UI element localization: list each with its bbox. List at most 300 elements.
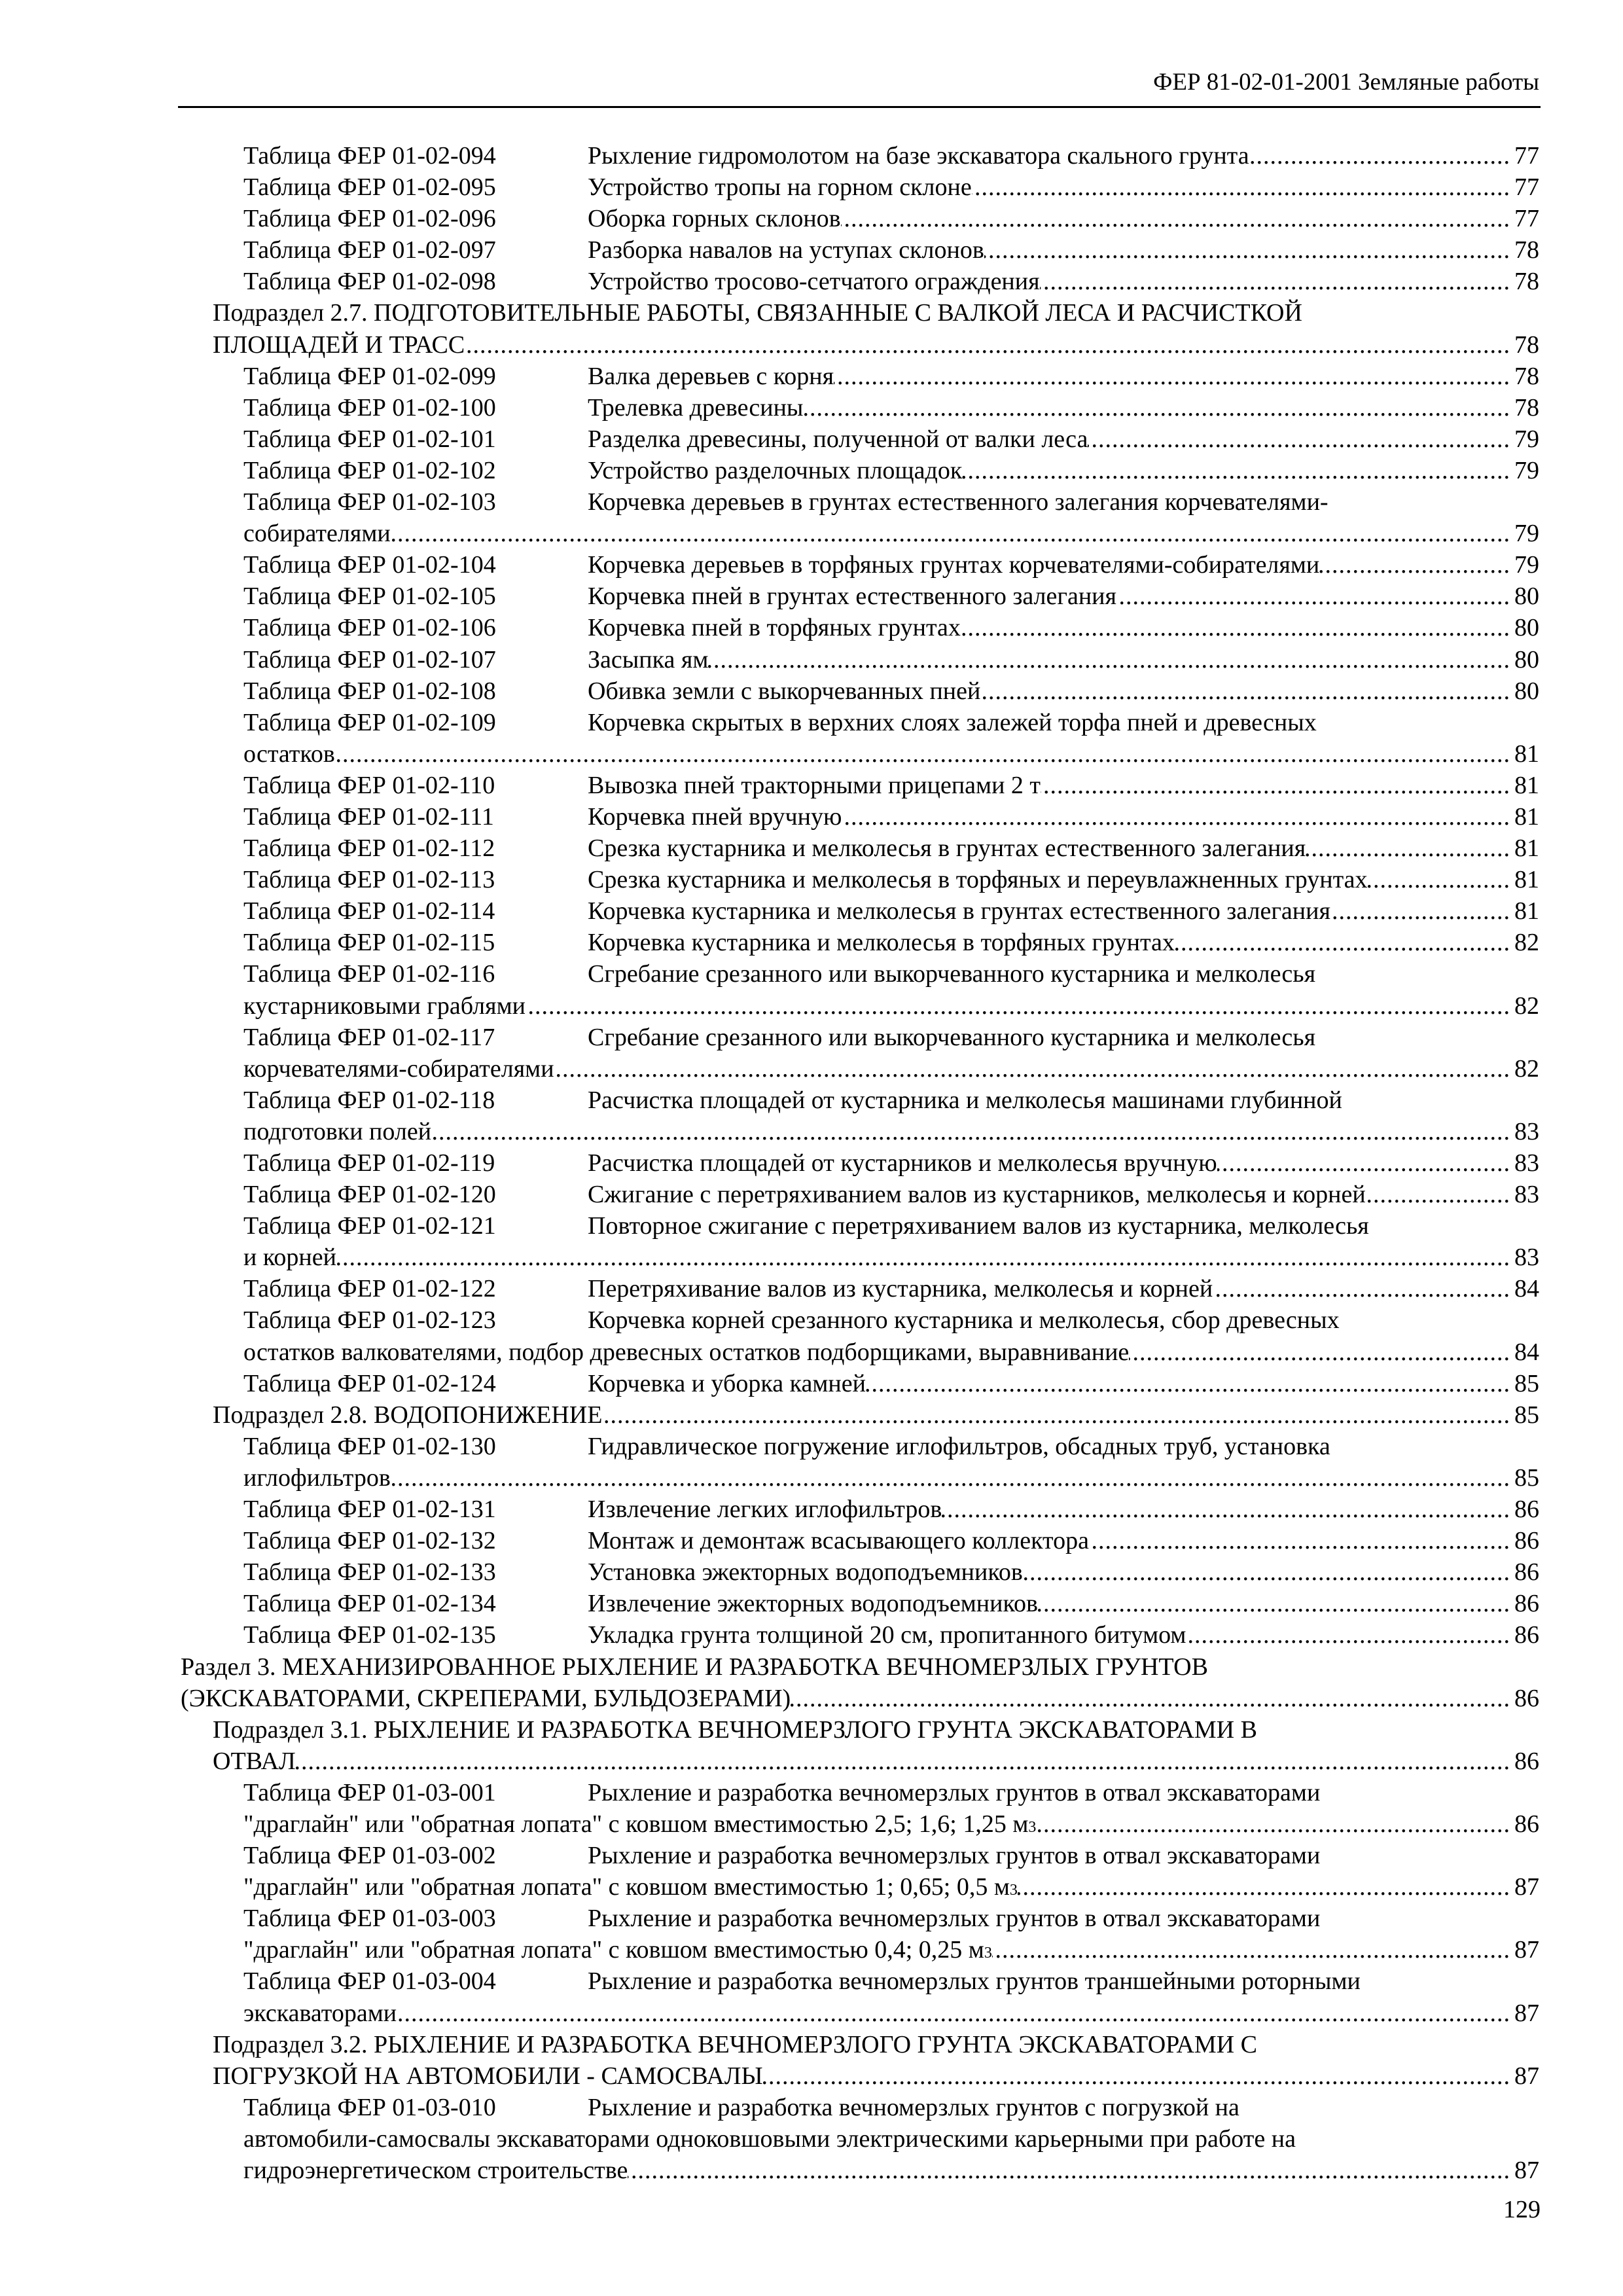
toc-leader bbox=[243, 990, 1539, 1022]
toc-line bbox=[0, 549, 1623, 581]
toc-text: ОТВАЛ bbox=[213, 1747, 296, 1775]
table-label: Таблица ФЕР 01-02-095 bbox=[243, 173, 496, 202]
toc-text: Подраздел 2.8. ВОДОПОНИЖЕНИЕ bbox=[213, 1401, 603, 1429]
dot-leader bbox=[335, 738, 1510, 770]
toc-page-number: 87 bbox=[1514, 1999, 1539, 2027]
table-label: Таблица ФЕР 01-02-113 bbox=[243, 866, 495, 894]
toc-leader bbox=[588, 392, 1539, 423]
dot-leader bbox=[1217, 1147, 1510, 1179]
toc-line bbox=[0, 958, 1623, 990]
toc-text: Расчистка площадей от кустарников и мелколесья вручную bbox=[588, 1149, 1217, 1177]
toc-page-number: 83 bbox=[1514, 1117, 1539, 1145]
table-label: Таблица ФЕР 01-02-115 bbox=[243, 929, 495, 957]
toc-text: Устройство тросово-сетчатого ограждения bbox=[588, 268, 1040, 296]
toc-leader bbox=[588, 581, 1539, 612]
toc-line bbox=[0, 675, 1623, 707]
toc-text: собирателями bbox=[243, 520, 391, 548]
toc-text: Корчевка пней в грунтах естественного залегания bbox=[588, 583, 1116, 611]
toc-text: ПЛОЩАДЕЙ И ТРАСС bbox=[213, 331, 465, 359]
toc-leader bbox=[588, 801, 1539, 833]
table-title-continuation: автомобили-самосвалы экскаваторами одноковшовыми электрическими карьерными при работе на bbox=[243, 2125, 1296, 2153]
dot-leader bbox=[803, 392, 1510, 423]
toc-text: Установка эжекторных водоподъемников bbox=[588, 1558, 1023, 1587]
toc-leader bbox=[243, 1242, 1539, 1273]
table-label: Таблица ФЕР 01-02-094 bbox=[243, 142, 496, 170]
toc-line bbox=[0, 738, 1623, 770]
dot-leader bbox=[431, 1116, 1510, 1147]
toc-page-number: 83 bbox=[1514, 1181, 1539, 1209]
toc-page-number: 77 bbox=[1514, 142, 1539, 170]
table-label: Таблица ФЕР 01-02-122 bbox=[243, 1275, 496, 1303]
toc-page-number: 77 bbox=[1514, 205, 1539, 233]
dot-leader bbox=[1036, 1808, 1510, 1840]
toc-page-number: 87 bbox=[1514, 2157, 1539, 2184]
toc-line bbox=[0, 1840, 1623, 1871]
toc-line bbox=[0, 801, 1623, 833]
toc-line bbox=[0, 361, 1623, 392]
table-label: Таблица ФЕР 01-02-120 bbox=[243, 1181, 496, 1209]
toc-text: (ЭКСКАВАТОРАМИ, СКРЕПЕРАМИ, БУЛЬДОЗЕРАМИ) bbox=[181, 1684, 791, 1712]
toc-leader bbox=[588, 864, 1539, 895]
toc-text: Обивка земли с выкорчеванных пней bbox=[588, 677, 981, 705]
toc-text: остатков валкователями, подбор древесных остатков подборщиками, выравнивание bbox=[243, 1338, 1130, 1366]
toc-leader bbox=[588, 171, 1539, 203]
toc-line bbox=[0, 1210, 1623, 1242]
table-label: Таблица ФЕР 01-03-001 bbox=[243, 1778, 496, 1806]
dot-leader bbox=[866, 1368, 1510, 1399]
toc-line bbox=[0, 266, 1623, 297]
table-label: Таблица ФЕР 01-02-111 bbox=[243, 802, 494, 831]
toc-leader bbox=[588, 833, 1539, 864]
table-label: Таблица ФЕР 01-02-109 bbox=[243, 708, 496, 736]
table-label: Таблица ФЕР 01-02-103 bbox=[243, 488, 496, 516]
subsection-heading: Подраздел 3.2. РЫХЛЕНИЕ И РАЗРАБОТКА ВЕЧНОМЕРЗЛОГО ГРУНТА ЭКСКАВАТОРАМИ С bbox=[213, 2030, 1257, 2058]
toc-line bbox=[0, 1683, 1623, 1714]
toc-page-number: 79 bbox=[1514, 425, 1539, 453]
toc-leader bbox=[243, 518, 1539, 549]
toc-line bbox=[0, 927, 1623, 958]
dot-leader bbox=[526, 990, 1510, 1022]
toc-leader bbox=[243, 1998, 1539, 2029]
toc-text: остатков bbox=[243, 740, 335, 768]
toc-line bbox=[0, 1304, 1623, 1336]
toc-page-number: 79 bbox=[1514, 551, 1539, 579]
toc-page-number: 78 bbox=[1514, 393, 1539, 422]
table-of-contents bbox=[0, 140, 1623, 2186]
toc-text: Засыпка ям bbox=[588, 645, 709, 673]
toc-line bbox=[0, 1462, 1623, 1494]
dot-leader bbox=[1088, 423, 1510, 455]
toc-leader bbox=[243, 1336, 1539, 1368]
toc-text: Срезка кустарника и мелколесья в грунтах естественного залегания bbox=[588, 834, 1306, 863]
toc-page-number: 78 bbox=[1514, 362, 1539, 390]
toc-line bbox=[0, 770, 1623, 801]
toc-line bbox=[0, 1777, 1623, 1808]
table-label: Таблица ФЕР 01-02-118 bbox=[243, 1086, 495, 1114]
toc-text: корчевателями-собирателями bbox=[243, 1054, 554, 1083]
toc-page-number: 86 bbox=[1514, 1590, 1539, 1618]
toc-line bbox=[0, 1525, 1623, 1556]
dot-leader bbox=[554, 1053, 1510, 1085]
toc-text: Корчевка кустарника и мелколесья в грунтах естественного залегания bbox=[588, 897, 1330, 925]
toc-line bbox=[0, 1808, 1623, 1840]
toc-page-number: 86 bbox=[1514, 1747, 1539, 1775]
toc-page-number: 85 bbox=[1514, 1401, 1539, 1429]
toc-leader bbox=[588, 675, 1539, 707]
toc-leader bbox=[588, 1273, 1539, 1304]
toc-text: Извлечение легких иглофильтров bbox=[588, 1496, 942, 1524]
toc-text: Перетряхивание валов из кустарника, мелколесья и корней bbox=[588, 1275, 1213, 1303]
subsection-heading: Подраздел 3.1. РЫХЛЕНИЕ И РАЗРАБОТКА ВЕЧНОМЕРЗЛОГО ГРУНТА ЭКСКАВАТОРАМИ В bbox=[213, 1715, 1257, 1744]
toc-leader bbox=[588, 266, 1539, 297]
toc-page-number: 78 bbox=[1514, 331, 1539, 359]
dot-leader bbox=[942, 1494, 1510, 1525]
toc-text: Корчевка пней в торфяных грунтах bbox=[588, 614, 961, 642]
table-label: Таблица ФЕР 01-03-004 bbox=[243, 1967, 496, 1996]
dot-leader bbox=[397, 1998, 1510, 2029]
toc-line bbox=[0, 1368, 1623, 1399]
toc-leader bbox=[588, 140, 1539, 171]
toc-text: Устройство тропы на горном склоне bbox=[588, 173, 972, 202]
table-label: Таблица ФЕР 01-02-108 bbox=[243, 677, 496, 705]
toc-page-number: 81 bbox=[1514, 834, 1539, 863]
toc-text: кустарниковыми граблями bbox=[243, 992, 526, 1020]
dot-leader bbox=[834, 361, 1510, 392]
toc-leader bbox=[588, 1494, 1539, 1525]
table-label: Таблица ФЕР 01-02-104 bbox=[243, 551, 496, 579]
dot-leader bbox=[391, 1462, 1510, 1494]
dot-leader bbox=[791, 1683, 1510, 1714]
dot-leader bbox=[1330, 895, 1510, 927]
toc-page-number: 81 bbox=[1514, 897, 1539, 925]
toc-line bbox=[0, 1431, 1623, 1462]
toc-text: Рыхление гидромолотом на базе экскаватора скального грунта bbox=[588, 142, 1249, 170]
toc-page-number: 86 bbox=[1514, 1496, 1539, 1524]
toc-line bbox=[0, 518, 1623, 549]
dot-leader bbox=[962, 455, 1510, 486]
dot-leader bbox=[1186, 1619, 1510, 1651]
toc-leader bbox=[588, 549, 1539, 581]
dot-leader bbox=[336, 1242, 1510, 1273]
toc-line bbox=[0, 1116, 1623, 1147]
toc-line bbox=[0, 864, 1623, 895]
table-label: Таблица ФЕР 01-02-116 bbox=[243, 960, 495, 988]
toc-page-number: 80 bbox=[1514, 677, 1539, 705]
toc-page-number: 81 bbox=[1514, 771, 1539, 799]
table-title: Корчевка скрытых в верхних слоях залежей торфа пней и древесных bbox=[588, 708, 1317, 736]
table-label: Таблица ФЕР 01-03-002 bbox=[243, 1842, 496, 1870]
toc-text: Срезка кустарника и мелколесья в торфяных и переувлажненных грунтах bbox=[588, 866, 1368, 894]
dot-leader bbox=[708, 644, 1510, 675]
toc-line bbox=[0, 486, 1623, 518]
toc-text: "драглайн" или "обратная лопата" с ковшом вместимостью 1; 0,65; 0,5 м bbox=[243, 1873, 1010, 1901]
table-title: Гидравлическое погружение иглофильтров, обсадных труб, установка bbox=[588, 1432, 1330, 1460]
dot-leader bbox=[1368, 864, 1510, 895]
toc-leader bbox=[243, 738, 1539, 770]
dot-leader bbox=[1319, 549, 1510, 581]
dot-leader bbox=[296, 1746, 1510, 1777]
dot-leader bbox=[1038, 1588, 1510, 1619]
toc-line bbox=[0, 1022, 1623, 1053]
toc-line bbox=[0, 140, 1623, 171]
toc-leader bbox=[213, 1746, 1539, 1777]
table-label: Таблица ФЕР 01-02-117 bbox=[243, 1023, 495, 1051]
toc-line bbox=[0, 895, 1623, 927]
toc-line bbox=[0, 1714, 1623, 1746]
toc-text: Валка деревьев с корня bbox=[588, 362, 834, 390]
toc-leader bbox=[588, 1556, 1539, 1588]
dot-leader bbox=[1023, 1556, 1510, 1588]
toc-text: Извлечение эжекторных водоподъемников bbox=[588, 1590, 1038, 1618]
table-label: Таблица ФЕР 01-02-101 bbox=[243, 425, 496, 453]
table-title: Сгребание срезанного или выкорчеванного кустарника и мелколесья bbox=[588, 1023, 1316, 1051]
toc-page-number: 78 bbox=[1514, 236, 1539, 264]
toc-line bbox=[0, 1965, 1623, 1997]
toc-line bbox=[0, 423, 1623, 455]
table-label: Таблица ФЕР 01-02-096 bbox=[243, 205, 496, 233]
toc-line bbox=[0, 2092, 1623, 2123]
toc-line bbox=[0, 644, 1623, 675]
dot-leader bbox=[602, 1399, 1510, 1431]
toc-page-number: 86 bbox=[1514, 1621, 1539, 1649]
table-title: Рыхление и разработка вечномерзлых грунтов траншейными роторными bbox=[588, 1967, 1361, 1996]
toc-leader bbox=[588, 1368, 1539, 1399]
toc-line bbox=[0, 203, 1623, 234]
table-label: Таблица ФЕР 01-02-123 bbox=[243, 1306, 496, 1335]
toc-text: Сжигание с перетряхиванием валов из кустарников, мелколесья и корней bbox=[588, 1181, 1366, 1209]
toc-line bbox=[0, 1053, 1623, 1085]
toc-leader: "драглайн" или "обратная лопата" с ковшом вместимостью 0,4; 0,25 м 3 ..... 87 bbox=[243, 1934, 1539, 1965]
toc-leader bbox=[588, 895, 1539, 927]
toc-text: Трелевка древесины bbox=[588, 393, 804, 422]
toc-leader bbox=[181, 1683, 1539, 1714]
toc-text: Разборка навалов на уступах склонов bbox=[588, 236, 984, 264]
table-label: Таблица ФЕР 01-02-099 bbox=[243, 362, 496, 390]
toc-line bbox=[0, 1556, 1623, 1588]
toc-leader bbox=[243, 1116, 1539, 1147]
toc-leader bbox=[588, 927, 1539, 958]
toc-line bbox=[0, 1746, 1623, 1777]
table-label: Таблица ФЕР 01-02-098 bbox=[243, 268, 496, 296]
toc-leader bbox=[588, 1179, 1539, 1210]
toc-line bbox=[0, 1336, 1623, 1368]
toc-leader bbox=[588, 770, 1539, 801]
toc-page-number: 83 bbox=[1514, 1149, 1539, 1177]
table-label: Таблица ФЕР 01-02-102 bbox=[243, 456, 496, 484]
toc-leader bbox=[213, 1399, 1539, 1431]
dot-leader bbox=[1213, 1273, 1510, 1304]
dot-leader bbox=[1249, 140, 1510, 171]
table-title: Повторное сжигание с перетряхиванием валов из кустарника, мелколесья bbox=[588, 1212, 1369, 1240]
table-label: Таблица ФЕР 01-02-107 bbox=[243, 645, 496, 673]
toc-text: Разделка древесины, полученной от валки леса bbox=[588, 425, 1088, 453]
dot-leader bbox=[980, 675, 1510, 707]
toc-text: Монтаж и демонтаж всасывающего коллектора bbox=[588, 1527, 1090, 1555]
toc-leader bbox=[588, 1525, 1539, 1556]
table-label: Таблица ФЕР 01-02-114 bbox=[243, 897, 495, 925]
dot-leader bbox=[1041, 770, 1510, 801]
toc-line bbox=[0, 612, 1623, 643]
toc-text: ПОГРУЗКОЙ НА АВТОМОБИЛИ - САМОСВАЛЫ bbox=[213, 2062, 763, 2090]
dot-leader bbox=[1089, 1525, 1510, 1556]
toc-page-number: 84 bbox=[1514, 1338, 1539, 1366]
toc-leader bbox=[243, 2155, 1539, 2186]
table-title: Рыхление и разработка вечномерзлых грунтов с погрузкой на bbox=[588, 2093, 1240, 2121]
toc-text: Оборка горных склонов bbox=[588, 205, 841, 233]
toc-line bbox=[0, 234, 1623, 266]
dot-leader bbox=[841, 203, 1510, 234]
subsection-heading: Подраздел 2.7. ПОДГОТОВИТЕЛЬНЫЕ РАБОТЫ, СВЯЗАННЫЕ С ВАЛКОЙ ЛЕСА И РАСЧИСТКОЙ bbox=[213, 299, 1302, 327]
dot-leader bbox=[1116, 581, 1510, 612]
toc-leader bbox=[588, 361, 1539, 392]
table-label: Таблица ФЕР 01-02-124 bbox=[243, 1369, 496, 1397]
toc-page-number: 87 bbox=[1514, 1873, 1539, 1901]
toc-leader bbox=[588, 1588, 1539, 1619]
toc-page-number: 81 bbox=[1514, 866, 1539, 894]
toc-page-number: 78 bbox=[1514, 268, 1539, 296]
toc-text: Корчевка деревьев в торфяных грунтах корчевателями-собирателями bbox=[588, 551, 1320, 579]
table-label: Таблица ФЕР 01-02-110 bbox=[243, 771, 495, 799]
toc-leader bbox=[243, 1462, 1539, 1494]
toc-page-number: 82 bbox=[1514, 1054, 1539, 1083]
dot-leader bbox=[763, 2060, 1510, 2092]
dot-leader bbox=[1129, 1336, 1510, 1368]
toc-text: Корчевка кустарника и мелколесья в торфяных грунтах bbox=[588, 929, 1175, 957]
table-label: Таблица ФЕР 01-02-106 bbox=[243, 614, 496, 642]
toc-line bbox=[0, 2123, 1623, 2155]
dot-leader bbox=[465, 329, 1510, 361]
toc-text: подготовки полей bbox=[243, 1117, 432, 1145]
toc-page-number: 79 bbox=[1514, 520, 1539, 548]
toc-leader: "драглайн" или "обратная лопата" с ковшом вместимостью 1; 0,65; 0,5 м 3 ..... 87 bbox=[243, 1871, 1539, 1903]
toc-text: "драглайн" или "обратная лопата" с ковшом вместимостью 2,5; 1,6; 1,25 м bbox=[243, 1810, 1029, 1838]
dot-leader bbox=[1040, 266, 1510, 297]
toc-line bbox=[0, 171, 1623, 203]
toc-leader bbox=[243, 1053, 1539, 1085]
toc-line bbox=[0, 1179, 1623, 1210]
toc-line bbox=[0, 392, 1623, 423]
dot-leader bbox=[972, 171, 1510, 203]
toc-leader bbox=[588, 423, 1539, 455]
toc-text: Укладка грунта толщиной 20 см, пропитанного битумом bbox=[588, 1621, 1186, 1649]
toc-line bbox=[0, 1147, 1623, 1179]
toc-line bbox=[0, 1651, 1623, 1683]
dot-leader bbox=[1306, 833, 1510, 864]
table-label: Таблица ФЕР 01-02-131 bbox=[243, 1496, 496, 1524]
toc-page-number: 87 bbox=[1514, 1936, 1539, 1964]
toc-text: гидроэнергетическом строительстве bbox=[243, 2157, 628, 2184]
toc-leader bbox=[213, 2060, 1539, 2092]
toc-text: и корней bbox=[243, 1244, 336, 1272]
toc-page-number: 79 bbox=[1514, 456, 1539, 484]
toc-leader bbox=[588, 203, 1539, 234]
dot-leader bbox=[1366, 1179, 1510, 1210]
toc-leader bbox=[588, 1619, 1539, 1651]
toc-text: Корчевка и уборка камней bbox=[588, 1369, 866, 1397]
table-label: Таблица ФЕР 01-02-121 bbox=[243, 1212, 496, 1240]
dot-leader bbox=[1018, 1871, 1510, 1903]
toc-text: Вывозка пней тракторными прицепами 2 т bbox=[588, 771, 1041, 799]
toc-leader: "драглайн" или "обратная лопата" с ковшом вместимостью 2,5; 1,6; 1,25 м 3 ..... 86 bbox=[243, 1808, 1539, 1840]
table-title: Рыхление и разработка вечномерзлых грунтов в отвал экскаваторами bbox=[588, 1778, 1321, 1806]
running-header: ФЕР 81-02-01-2001 Земляные работы bbox=[1153, 69, 1539, 96]
page-number: 129 bbox=[1503, 2196, 1541, 2223]
section-heading: Раздел 3. МЕХАНИЗИРОВАННОЕ РЫХЛЕНИЕ И РАЗРАБОТКА ВЕЧНОМЕРЗЛЫХ ГРУНТОВ bbox=[181, 1653, 1208, 1681]
toc-line bbox=[0, 455, 1623, 486]
table-label: Таблица ФЕР 01-02-119 bbox=[243, 1149, 495, 1177]
toc-page-number: 84 bbox=[1514, 1275, 1539, 1303]
table-label: Таблица ФЕР 01-02-097 bbox=[243, 236, 496, 264]
toc-page-number: 81 bbox=[1514, 802, 1539, 831]
toc-page-number: 77 bbox=[1514, 173, 1539, 202]
toc-leader bbox=[588, 455, 1539, 486]
table-title: Рыхление и разработка вечномерзлых грунтов в отвал экскаваторами bbox=[588, 1905, 1321, 1933]
toc-line bbox=[0, 1998, 1623, 2029]
toc-page-number: 87 bbox=[1514, 2062, 1539, 2090]
toc-line bbox=[0, 1588, 1623, 1619]
toc-line bbox=[0, 581, 1623, 612]
toc-line bbox=[0, 1085, 1623, 1116]
toc-text: Корчевка пней вручную bbox=[588, 802, 842, 831]
dot-leader bbox=[842, 801, 1510, 833]
table-title: Расчистка площадей от кустарника и мелколесья машинами глубинной bbox=[588, 1086, 1342, 1114]
toc-text: экскаваторами bbox=[243, 1999, 397, 2027]
toc-page-number: 82 bbox=[1514, 929, 1539, 957]
table-label: Таблица ФЕР 01-02-112 bbox=[243, 834, 495, 863]
toc-line bbox=[0, 2060, 1623, 2092]
toc-page-number: 81 bbox=[1514, 740, 1539, 768]
table-title: Сгребание срезанного или выкорчеванного кустарника и мелколесья bbox=[588, 960, 1316, 988]
toc-page-number: 86 bbox=[1514, 1527, 1539, 1555]
dot-leader bbox=[984, 234, 1510, 266]
toc-page-number: 86 bbox=[1514, 1810, 1539, 1838]
dot-leader bbox=[391, 518, 1510, 549]
dot-leader bbox=[628, 2155, 1510, 2186]
table-label: Таблица ФЕР 01-02-132 bbox=[243, 1527, 496, 1555]
dot-leader bbox=[1175, 927, 1510, 958]
toc-line bbox=[0, 1903, 1623, 1934]
toc-line bbox=[0, 2029, 1623, 2060]
toc-page-number: 86 bbox=[1514, 1684, 1539, 1712]
toc-line bbox=[0, 707, 1623, 738]
toc-line bbox=[0, 1273, 1623, 1304]
toc-line bbox=[0, 1399, 1623, 1431]
toc-text: иглофильтров bbox=[243, 1463, 391, 1492]
toc-page-number: 80 bbox=[1514, 614, 1539, 642]
dot-leader bbox=[992, 1934, 1510, 1965]
toc-line bbox=[0, 329, 1623, 361]
toc-line bbox=[0, 1494, 1623, 1525]
toc-leader bbox=[588, 234, 1539, 266]
table-label: Таблица ФЕР 01-02-130 bbox=[243, 1432, 496, 1460]
toc-line bbox=[0, 990, 1623, 1022]
toc-page-number: 80 bbox=[1514, 583, 1539, 611]
table-label: Таблица ФЕР 01-03-003 bbox=[243, 1905, 496, 1933]
table-label: Таблица ФЕР 01-02-135 bbox=[243, 1621, 496, 1649]
toc-page-number: 85 bbox=[1514, 1369, 1539, 1397]
toc-line bbox=[0, 1242, 1623, 1273]
toc-page-number: 86 bbox=[1514, 1558, 1539, 1587]
toc-leader bbox=[588, 1147, 1539, 1179]
table-label: Таблица ФЕР 01-02-100 bbox=[243, 393, 496, 422]
toc-leader bbox=[588, 644, 1539, 675]
toc-text: "драглайн" или "обратная лопата" с ковшом вместимостью 0,4; 0,25 м bbox=[243, 1936, 984, 1964]
toc-page-number: 85 bbox=[1514, 1463, 1539, 1492]
toc-page-number: 82 bbox=[1514, 992, 1539, 1020]
table-title: Корчевка корней срезанного кустарника и мелколесья, сбор древесных bbox=[588, 1306, 1340, 1335]
table-label: Таблица ФЕР 01-02-133 bbox=[243, 1558, 496, 1587]
dot-leader bbox=[961, 612, 1510, 643]
